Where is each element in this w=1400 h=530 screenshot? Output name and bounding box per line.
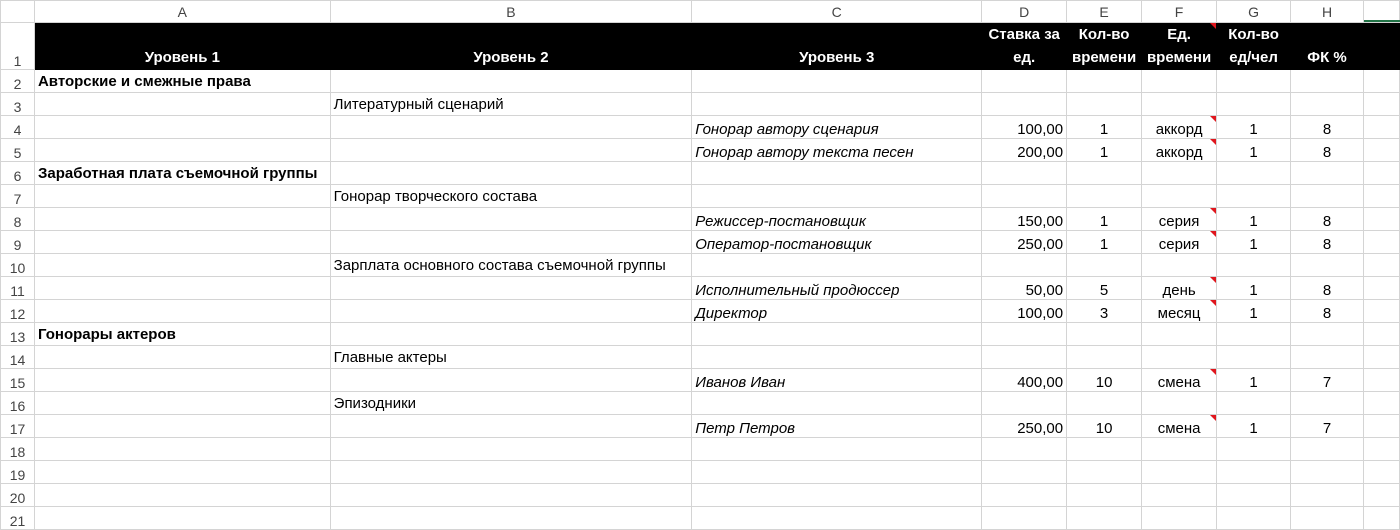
cell-b[interactable] — [330, 116, 692, 139]
cell-f-text: аккорд — [1155, 144, 1203, 161]
cell-h[interactable]: 8 — [1291, 277, 1364, 300]
row-number[interactable]: 11 — [1, 277, 35, 300]
cell-e[interactable]: 1 — [1067, 139, 1142, 162]
cell-h[interactable]: 7 — [1291, 415, 1364, 438]
cell-g[interactable] — [1217, 70, 1291, 93]
cell-b[interactable] — [330, 254, 692, 277]
cell-h[interactable] — [1291, 162, 1364, 185]
cell-d[interactable] — [982, 461, 1067, 484]
cell-b[interactable] — [330, 346, 692, 369]
table-row — [1, 139, 1400, 162]
cell-g[interactable] — [1217, 507, 1291, 530]
cell-g[interactable]: 1 — [1217, 139, 1291, 162]
column-header-e[interactable]: E — [1067, 1, 1142, 23]
column-header-a[interactable]: A — [34, 1, 330, 23]
cell-f[interactable] — [1142, 185, 1217, 208]
cell-d[interactable] — [982, 323, 1067, 346]
cell-g[interactable]: 1 — [1217, 415, 1291, 438]
table-row — [1, 208, 1400, 231]
cell-i[interactable] — [1363, 139, 1399, 162]
cell-d[interactable] — [982, 438, 1067, 461]
cell-h[interactable]: 8 — [1291, 116, 1364, 139]
cell-e[interactable]: 10 — [1067, 415, 1142, 438]
cell-b[interactable] — [330, 392, 692, 415]
table-row — [1, 231, 1400, 254]
comment-indicator-icon[interactable] — [1210, 23, 1216, 29]
row-number[interactable]: 2 — [1, 70, 35, 93]
cell-d[interactable]: 100,00 — [982, 116, 1067, 139]
cell-c[interactable] — [692, 392, 982, 415]
row-number[interactable]: 18 — [1, 438, 35, 461]
header-cell-qty-per-person[interactable]: Кол-во ед/чел — [1217, 23, 1291, 70]
cell-c[interactable] — [692, 185, 982, 208]
comment-indicator-icon[interactable] — [1210, 208, 1216, 214]
cell-a[interactable] — [34, 415, 330, 438]
cell-b[interactable] — [330, 323, 692, 346]
cell-f[interactable] — [1142, 208, 1217, 231]
cell-g[interactable] — [1217, 162, 1291, 185]
header-cell-level3[interactable]: Уровень 3 — [692, 23, 982, 70]
cell-d[interactable]: 200,00 — [982, 139, 1067, 162]
cell-i[interactable] — [1363, 208, 1399, 231]
column-header-f[interactable]: F — [1142, 1, 1217, 23]
cell-c[interactable]: Иванов Иван — [692, 369, 982, 392]
cell-a[interactable] — [34, 507, 330, 530]
cell-i[interactable] — [1363, 70, 1399, 93]
cell-a[interactable] — [34, 300, 330, 323]
cell-d[interactable]: 250,00 — [982, 415, 1067, 438]
cell-h[interactable] — [1291, 392, 1364, 415]
cell-b-text: Литературный сценарий — [333, 96, 504, 113]
cell-e[interactable] — [1067, 346, 1142, 369]
cell-g[interactable] — [1217, 461, 1291, 484]
table-row — [1, 162, 1400, 185]
cell-b[interactable] — [330, 162, 692, 185]
table-row — [1, 484, 1400, 507]
cell-f[interactable] — [1142, 254, 1217, 277]
row-number[interactable]: 7 — [1, 185, 35, 208]
table-row — [1, 461, 1400, 484]
cell-e[interactable]: 5 — [1067, 277, 1142, 300]
cell-i[interactable] — [1363, 438, 1399, 461]
cell-f[interactable] — [1142, 461, 1217, 484]
cell-e[interactable]: 1 — [1067, 231, 1142, 254]
cell-g[interactable] — [1217, 185, 1291, 208]
cell-c[interactable]: Гонорар автору сценария — [692, 116, 982, 139]
row-number[interactable]: 16 — [1, 392, 35, 415]
cell-e[interactable] — [1067, 70, 1142, 93]
cell-c[interactable]: Директор — [692, 300, 982, 323]
row-number[interactable]: 15 — [1, 369, 35, 392]
table-row — [1, 438, 1400, 461]
row-number[interactable]: 8 — [1, 208, 35, 231]
cell-c[interactable] — [692, 254, 982, 277]
cell-e[interactable]: 10 — [1067, 369, 1142, 392]
cell-e[interactable] — [1067, 254, 1142, 277]
cell-b[interactable] — [330, 415, 692, 438]
cell-a[interactable] — [34, 438, 330, 461]
cell-g[interactable] — [1217, 323, 1291, 346]
cell-a[interactable] — [34, 254, 330, 277]
cell-b[interactable] — [330, 484, 692, 507]
cell-h[interactable] — [1291, 93, 1364, 116]
cell-f[interactable] — [1142, 70, 1217, 93]
cell-f[interactable] — [1142, 162, 1217, 185]
cell-f[interactable] — [1142, 93, 1217, 116]
cell-h[interactable] — [1291, 507, 1364, 530]
cell-b[interactable] — [330, 369, 692, 392]
cell-b[interactable] — [330, 461, 692, 484]
cell-e[interactable]: 1 — [1067, 116, 1142, 139]
cell-c[interactable] — [692, 484, 982, 507]
cell-h[interactable] — [1291, 484, 1364, 507]
cell-f[interactable] — [1142, 277, 1217, 300]
table-row — [1, 277, 1400, 300]
cell-d[interactable] — [982, 484, 1067, 507]
cell-g[interactable]: 1 — [1217, 208, 1291, 231]
cell-i[interactable] — [1363, 461, 1399, 484]
cell-g[interactable]: 1 — [1217, 231, 1291, 254]
cell-h[interactable] — [1291, 70, 1364, 93]
cell-f[interactable] — [1142, 116, 1217, 139]
cell-c[interactable]: Петр Петров — [692, 415, 982, 438]
cell-g[interactable] — [1217, 392, 1291, 415]
row-number[interactable]: 1 — [1, 23, 35, 70]
row-number[interactable]: 12 — [1, 300, 35, 323]
cell-g[interactable]: 1 — [1217, 300, 1291, 323]
cell-d[interactable]: 400,00 — [982, 369, 1067, 392]
row-number[interactable]: 17 — [1, 415, 35, 438]
cell-c[interactable]: Исполнительный продюссер — [692, 277, 982, 300]
cell-d[interactable] — [982, 93, 1067, 116]
row-number[interactable]: 4 — [1, 116, 35, 139]
cell-i[interactable] — [1363, 323, 1399, 346]
cell-i[interactable] — [1363, 369, 1399, 392]
cell-i[interactable] — [1363, 277, 1399, 300]
cell-h[interactable]: 8 — [1291, 300, 1364, 323]
cell-e[interactable] — [1067, 162, 1142, 185]
column-header-i-highlight — [1364, 0, 1400, 22]
row-number[interactable]: 6 — [1, 162, 35, 185]
cell-b[interactable] — [330, 185, 692, 208]
header-cell-level1[interactable]: Уровень 1 — [34, 23, 330, 70]
cell-c[interactable] — [692, 93, 982, 116]
header-cell-level2[interactable]: Уровень 2 — [330, 23, 692, 70]
table-row — [1, 346, 1400, 369]
cell-h[interactable]: 8 — [1291, 231, 1364, 254]
cell-f[interactable] — [1142, 300, 1217, 323]
header-cell-fk[interactable]: ФК % — [1291, 23, 1364, 70]
comment-indicator-icon[interactable] — [1210, 415, 1216, 421]
cell-i[interactable] — [1363, 254, 1399, 277]
table-row — [1, 185, 1400, 208]
cell-i[interactable] — [1363, 116, 1399, 139]
row-number[interactable]: 10 — [1, 254, 35, 277]
cell-h[interactable] — [1291, 185, 1364, 208]
header-cell-i[interactable] — [1363, 23, 1399, 70]
cell-a[interactable] — [34, 162, 330, 185]
header-cell-rate[interactable]: Ставка за ед. — [982, 23, 1067, 70]
cell-i[interactable] — [1363, 93, 1399, 116]
cell-b[interactable] — [330, 93, 692, 116]
header-time-unit-text: Ед. времени — [1146, 26, 1212, 66]
cell-d[interactable]: 250,00 — [982, 231, 1067, 254]
cell-b[interactable] — [330, 277, 692, 300]
cell-e[interactable]: 1 — [1067, 208, 1142, 231]
cell-a[interactable] — [34, 208, 330, 231]
cell-b[interactable] — [330, 208, 692, 231]
cell-c[interactable]: Оператор-постановщик — [692, 231, 982, 254]
header-cell-time-unit[interactable] — [1142, 23, 1217, 70]
cell-g[interactable]: 1 — [1217, 277, 1291, 300]
cell-i[interactable] — [1363, 185, 1399, 208]
cell-d[interactable]: 150,00 — [982, 208, 1067, 231]
row-number[interactable]: 20 — [1, 484, 35, 507]
cell-a[interactable] — [34, 277, 330, 300]
cell-g[interactable] — [1217, 254, 1291, 277]
cell-f[interactable] — [1142, 392, 1217, 415]
cell-i[interactable] — [1363, 346, 1399, 369]
comment-indicator-icon[interactable] — [1210, 300, 1216, 306]
cell-g[interactable] — [1217, 346, 1291, 369]
cell-f-text: месяц — [1157, 305, 1201, 322]
row-number[interactable]: 13 — [1, 323, 35, 346]
cell-h[interactable]: 8 — [1291, 208, 1364, 231]
cell-f-text: смена — [1157, 374, 1201, 391]
cell-g[interactable]: 1 — [1217, 116, 1291, 139]
table-row — [1, 369, 1400, 392]
cell-c[interactable] — [692, 346, 982, 369]
cell-i[interactable] — [1363, 300, 1399, 323]
column-header-d[interactable]: D — [982, 1, 1067, 23]
cell-c[interactable] — [692, 507, 982, 530]
cell-g[interactable]: 1 — [1217, 369, 1291, 392]
row-number[interactable]: 5 — [1, 139, 35, 162]
comment-indicator-icon[interactable] — [1210, 116, 1216, 122]
cell-e[interactable] — [1067, 93, 1142, 116]
column-header-b[interactable]: B — [330, 1, 692, 23]
cell-a-text: Заработная плата съемочной группы — [37, 165, 318, 182]
cell-f[interactable] — [1142, 323, 1217, 346]
table-row — [1, 70, 1400, 93]
cell-h[interactable] — [1291, 346, 1364, 369]
cell-h[interactable] — [1291, 438, 1364, 461]
cell-f[interactable] — [1142, 231, 1217, 254]
column-header-c[interactable]: C — [692, 1, 982, 23]
cell-g[interactable] — [1217, 438, 1291, 461]
comment-indicator-icon[interactable] — [1210, 231, 1216, 237]
cell-d[interactable]: 50,00 — [982, 277, 1067, 300]
cell-a-text: Гонорары актеров — [37, 326, 176, 343]
cell-b[interactable] — [330, 70, 692, 93]
cell-f[interactable] — [1142, 346, 1217, 369]
table-row — [1, 323, 1400, 346]
cell-a[interactable] — [34, 139, 330, 162]
cell-c[interactable]: Режиссер-постановщик — [692, 208, 982, 231]
cell-d[interactable] — [982, 392, 1067, 415]
cell-a[interactable] — [34, 461, 330, 484]
cell-d[interactable] — [982, 185, 1067, 208]
cell-b-text: Эпизодники — [333, 395, 417, 412]
cell-i[interactable] — [1363, 484, 1399, 507]
cell-e[interactable] — [1067, 484, 1142, 507]
table-row — [1, 254, 1400, 277]
header-row — [1, 23, 1400, 70]
cell-g[interactable] — [1217, 484, 1291, 507]
cell-h[interactable] — [1291, 461, 1364, 484]
cell-a[interactable] — [34, 392, 330, 415]
cell-b[interactable] — [330, 139, 692, 162]
cell-i[interactable] — [1363, 162, 1399, 185]
cell-e[interactable] — [1067, 438, 1142, 461]
cell-b-text: Гонорар творческого состава — [333, 188, 538, 205]
cell-c[interactable] — [692, 323, 982, 346]
table-row — [1, 415, 1400, 438]
cell-e[interactable] — [1067, 507, 1142, 530]
cell-b[interactable] — [330, 300, 692, 323]
cell-f[interactable] — [1142, 139, 1217, 162]
cell-a[interactable] — [34, 93, 330, 116]
cell-b[interactable] — [330, 231, 692, 254]
cell-c[interactable] — [692, 438, 982, 461]
cell-i[interactable] — [1363, 415, 1399, 438]
cell-b-text: Зарплата основного состава съемочной группы — [333, 257, 666, 274]
table-row — [1, 300, 1400, 323]
cell-a[interactable] — [34, 231, 330, 254]
row-number[interactable]: 14 — [1, 346, 35, 369]
cell-a[interactable] — [34, 185, 330, 208]
cell-g[interactable] — [1217, 93, 1291, 116]
cell-i[interactable] — [1363, 231, 1399, 254]
cell-c[interactable] — [692, 70, 982, 93]
cell-d[interactable]: 100,00 — [982, 300, 1067, 323]
cell-d[interactable] — [982, 346, 1067, 369]
cell-f-text: серия — [1158, 236, 1200, 253]
cell-f[interactable] — [1142, 484, 1217, 507]
cell-a[interactable] — [34, 116, 330, 139]
cell-e[interactable] — [1067, 461, 1142, 484]
cell-i[interactable] — [1363, 392, 1399, 415]
cell-c[interactable] — [692, 461, 982, 484]
cell-a[interactable] — [34, 484, 330, 507]
comment-indicator-icon[interactable] — [1210, 369, 1216, 375]
cell-h[interactable] — [1291, 323, 1364, 346]
cell-i[interactable] — [1363, 507, 1399, 530]
cell-f-text: смена — [1157, 420, 1201, 437]
cell-e[interactable]: 3 — [1067, 300, 1142, 323]
select-all-corner[interactable] — [1, 1, 35, 23]
table-row — [1, 116, 1400, 139]
header-cell-time-qty[interactable]: Кол-во времени — [1067, 23, 1142, 70]
cell-c[interactable] — [692, 162, 982, 185]
row-number[interactable]: 19 — [1, 461, 35, 484]
cell-d[interactable] — [982, 162, 1067, 185]
comment-indicator-icon[interactable] — [1210, 277, 1216, 283]
cell-a[interactable] — [34, 70, 330, 93]
cell-f[interactable] — [1142, 369, 1217, 392]
cell-a[interactable] — [34, 323, 330, 346]
row-number[interactable]: 9 — [1, 231, 35, 254]
column-header-row — [1, 1, 1400, 23]
cell-a[interactable] — [34, 369, 330, 392]
cell-a[interactable] — [34, 346, 330, 369]
cell-h[interactable] — [1291, 254, 1364, 277]
cell-b-text: Главные актеры — [333, 349, 447, 366]
table-row — [1, 392, 1400, 415]
cell-d[interactable] — [982, 70, 1067, 93]
cell-f[interactable] — [1142, 415, 1217, 438]
cell-e[interactable] — [1067, 323, 1142, 346]
column-header-g[interactable]: G — [1217, 1, 1291, 23]
cell-b[interactable] — [330, 438, 692, 461]
table-row — [1, 93, 1400, 116]
cell-f-text: день — [1162, 282, 1196, 299]
cell-a-text: Авторские и смежные права — [37, 73, 251, 90]
cell-h[interactable]: 7 — [1291, 369, 1364, 392]
cell-d[interactable] — [982, 507, 1067, 530]
cell-f-text: серия — [1158, 213, 1200, 230]
row-number[interactable]: 3 — [1, 93, 35, 116]
cell-e[interactable] — [1067, 185, 1142, 208]
row-number[interactable]: 21 — [1, 507, 35, 530]
cell-f-text: аккорд — [1155, 121, 1203, 138]
cell-d[interactable] — [982, 254, 1067, 277]
cell-h[interactable]: 8 — [1291, 139, 1364, 162]
cell-f[interactable] — [1142, 507, 1217, 530]
table-row — [1, 507, 1400, 530]
cell-b[interactable] — [330, 507, 692, 530]
cell-f[interactable] — [1142, 438, 1217, 461]
cell-c[interactable]: Гонорар автору текста песен — [692, 139, 982, 162]
comment-indicator-icon[interactable] — [1210, 139, 1216, 145]
cell-e[interactable] — [1067, 392, 1142, 415]
column-header-h[interactable]: H — [1291, 1, 1364, 23]
